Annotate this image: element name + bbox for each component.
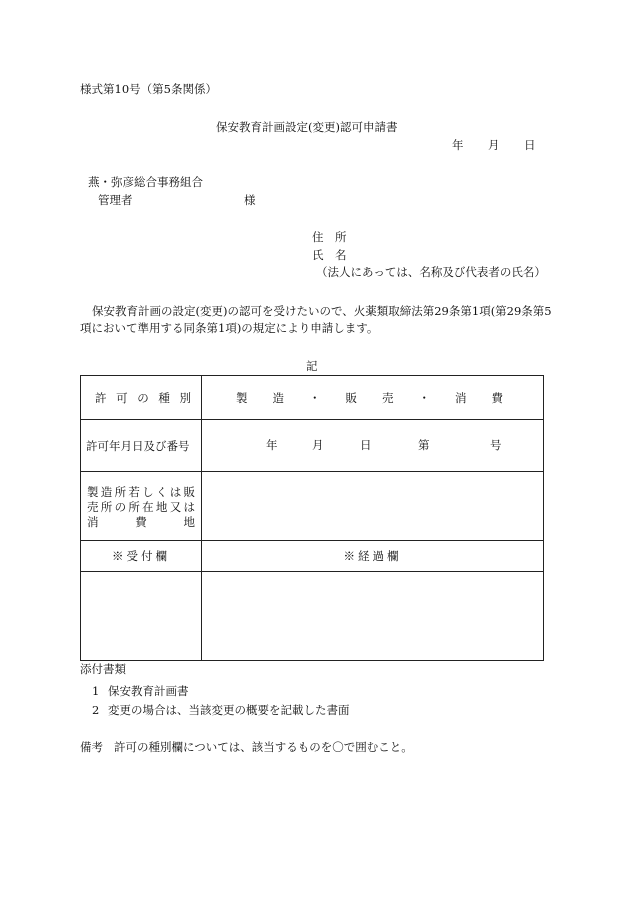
attachment-text: 保安教育計画書 xyxy=(108,684,189,698)
location-label-line-1 xyxy=(87,485,195,500)
row-office-headers xyxy=(81,541,544,572)
form-number: 様式第10号（第5条関係） xyxy=(80,82,217,96)
address-label-char: 住 xyxy=(312,230,324,244)
label-char: 所 xyxy=(128,499,140,514)
label-char: の xyxy=(114,499,127,514)
label-char: 所 xyxy=(114,484,127,499)
label-char: 許 xyxy=(95,390,107,405)
label-char: 造 xyxy=(100,484,113,499)
addressee-honorific: 様 xyxy=(244,193,256,207)
option-char: 製 xyxy=(236,390,248,405)
location-label-cell xyxy=(81,472,202,541)
label-char: 別 xyxy=(179,390,191,405)
date-day: 日 xyxy=(524,138,536,152)
label-char: 売 xyxy=(87,499,99,514)
progress-header: ※経過欄 xyxy=(202,541,544,572)
permit-number-prefix: 第 xyxy=(418,438,430,452)
name-label-char: 名 xyxy=(335,248,347,262)
location-value-cell[interactable] xyxy=(202,472,544,541)
label-char: 在 xyxy=(142,499,154,514)
addressee-org: 燕・弥彦総合事務組合 xyxy=(88,175,203,189)
permit-table xyxy=(80,375,544,661)
option-char: 消 xyxy=(455,390,467,405)
label-char: く xyxy=(155,484,168,499)
address-label-char: 所 xyxy=(335,230,347,244)
addressee-manager: 管理者 xyxy=(98,193,133,207)
permit-date-values-cell xyxy=(202,420,544,472)
attachment-number: 2 xyxy=(92,703,100,717)
row-permit-type xyxy=(81,376,544,420)
label-char: 可 xyxy=(116,390,128,405)
location-label xyxy=(81,483,201,530)
label-char: の xyxy=(137,390,149,405)
label-char: 製 xyxy=(87,484,99,499)
document-title: 保安教育計画設定(変更)認可申請書 xyxy=(216,120,398,134)
label-char: 若 xyxy=(128,484,140,499)
label-char: 所 xyxy=(100,499,113,514)
label-char: 又 xyxy=(169,499,182,514)
label-char: 地 xyxy=(155,499,168,514)
body-line-2: 項において準用する同条第1項)の規定により申請します。 xyxy=(80,321,379,335)
label-char: 費 xyxy=(135,514,147,529)
progress-cell xyxy=(202,572,544,661)
row-permit-date xyxy=(81,420,544,472)
applicant-note: （法人にあっては、名称及び代表者の氏名） xyxy=(316,265,546,279)
option-separator: ・ xyxy=(418,390,430,405)
receipt-header: ※受付欄 xyxy=(81,541,202,572)
attachment-text: 変更の場合は、当該変更の概要を記載した書面 xyxy=(108,703,350,717)
date-month: 月 xyxy=(488,138,500,152)
label-char: 販 xyxy=(183,484,195,499)
permit-type-options xyxy=(202,390,543,406)
permit-year: 年 xyxy=(266,438,278,452)
permit-month: 月 xyxy=(312,438,324,452)
permit-date-label: 許可年月日及び番号 xyxy=(86,438,190,453)
location-label-line-2 xyxy=(87,500,195,515)
location-label-line-3 xyxy=(87,515,195,530)
receipt-cell xyxy=(81,572,202,661)
label-char: 消 xyxy=(87,514,99,529)
option-char: 売 xyxy=(382,390,394,405)
label-char: 種 xyxy=(158,390,170,405)
permit-date-label-cell xyxy=(81,420,202,472)
ki-heading: 記 xyxy=(306,359,318,373)
body-line-1: 保安教育計画の設定(変更)の認可を受けたいので、火薬類取締法第29条第1項(第29条第5 xyxy=(92,304,552,318)
option-char: 費 xyxy=(491,390,503,405)
label-char: し xyxy=(142,484,154,499)
remark-label: 備考 xyxy=(80,740,103,754)
date-year: 年 xyxy=(452,138,464,152)
permit-type-label-cell xyxy=(81,376,202,420)
permit-type-options-cell xyxy=(202,376,544,420)
name-label-char: 氏 xyxy=(312,248,324,262)
option-char: 販 xyxy=(345,390,357,405)
attachment-number: 1 xyxy=(92,684,100,698)
row-office-blank xyxy=(81,572,544,661)
permit-day: 日 xyxy=(360,438,372,452)
attachments-heading: 添付書類 xyxy=(80,662,126,676)
label-char: は xyxy=(169,484,182,499)
remark-text: 許可の種別欄については、該当するものを〇で囲むこと。 xyxy=(114,740,413,754)
label-char: は xyxy=(183,499,195,514)
option-separator: ・ xyxy=(309,390,321,405)
row-location xyxy=(81,472,544,541)
permit-type-label xyxy=(81,390,201,406)
label-char: 地 xyxy=(183,514,195,529)
permit-number-suffix: 号 xyxy=(490,438,502,452)
option-char: 造 xyxy=(272,390,284,405)
